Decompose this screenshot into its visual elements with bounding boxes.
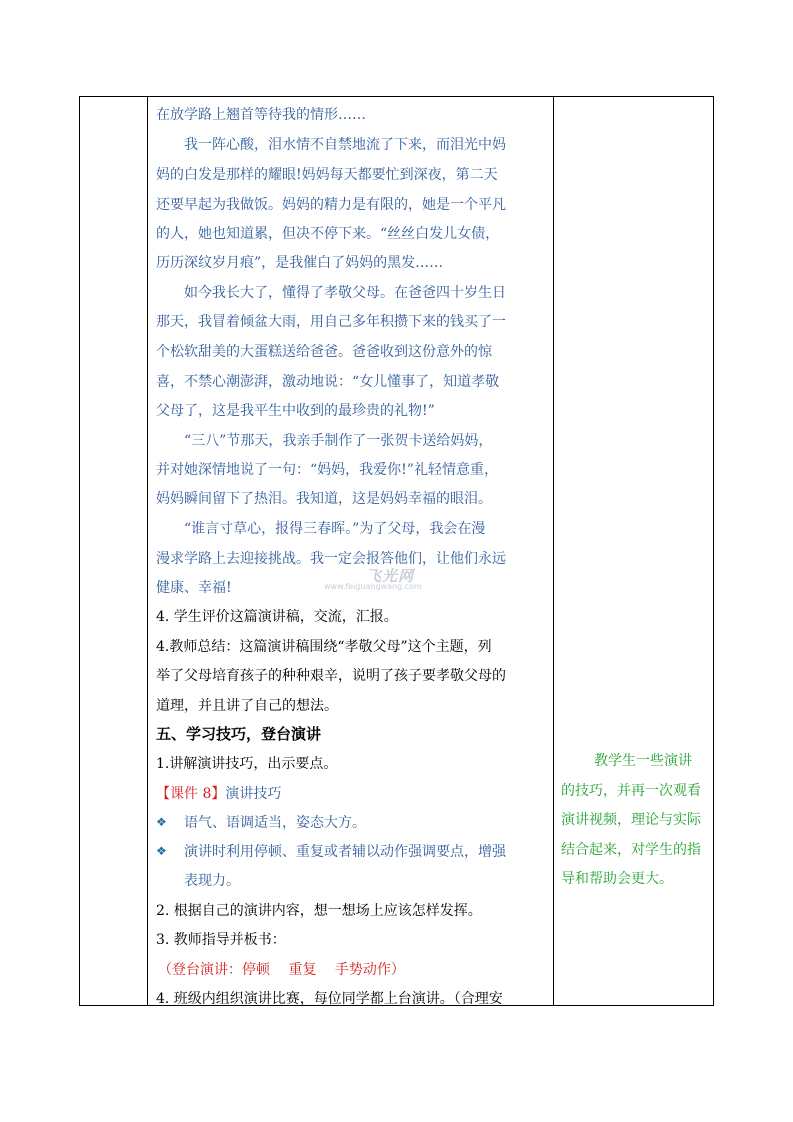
technique-item: 表现力。 [184,873,240,889]
watermark-url: www.feiguangwang.com [324,582,422,591]
speech-line: 妈的白发是那样的耀眼!妈妈每天都要忙到深夜，第二天 [156,167,498,183]
remark-line: 演讲视频，理论与实际 [561,812,701,828]
courseware-tag: 【课件 8】 [156,786,226,802]
speech-line: 历历深纹岁月痕”，是我催白了妈妈的黑发…… [156,255,444,271]
speech-line: 父母了，这是我平生中收到的最珍贵的礼物!” [156,403,435,419]
diamond-bullet-icon: ❖ [156,815,167,829]
speech-line: 个松软甜美的大蛋糕送给爸爸。爸爸收到这份意外的惊 [156,344,492,360]
speech-line: 的人，她也知道累，但决不停下来。“丝丝白发儿女债， [156,226,500,242]
diamond-bullet-icon: ❖ [156,844,167,858]
speech-line: 还要早起为我做饭。妈妈的精力是有限的，她是一个平凡 [156,197,506,213]
remark-line: 教学生一些演讲 [594,753,692,769]
speech-line: 漫求学路上去迎接挑战。我一定会报答他们，让他们永远 [156,551,506,567]
speech-line: 并对她深情地说了一句：“妈妈，我爱你!”礼轻情意重， [156,462,498,478]
watermark-logo-text: 飞光网 [366,567,415,585]
table-divider-1 [147,96,148,1006]
step-think: 2. 根据自己的演讲内容，想一想场上应该怎样发挥。 [156,903,482,919]
remark-line: 结合起来，对学生的指 [561,842,701,858]
step-competition: 4. 班级内组织演讲比赛，每位同学都上台演讲。（合理安 [156,991,503,1007]
section-heading: 五、学习技巧，登台演讲 [156,725,322,743]
table-border-top [79,96,714,97]
step-explain-techniques: 1.讲解演讲技巧，出示要点。 [156,756,338,772]
step-student-evaluation: 4. 学生评价这篇演讲稿，交流，汇报。 [156,609,398,625]
remark-line: 导和帮助会更大。 [561,871,673,887]
board-writing-content: （登台演讲：停顿 重复 手势动作） [158,962,405,978]
technique-item: 演讲时利用停顿、重复或者辅以动作强调要点，增强 [184,844,506,860]
remark-line: 的技巧，并再一次观看 [561,783,701,799]
speech-line: 在放学路上翘首等待我的情形…… [156,107,366,123]
site-watermark [324,565,456,593]
speech-line: “谁言寸草心，报得三春晖。”为了父母，我会在漫 [184,521,486,537]
step-board-writing: 3. 教师指导并板书： [156,932,286,948]
speech-line: “三八”节那天，我亲手制作了一张贺卡送给妈妈， [184,433,493,449]
courseware-title: 演讲技巧 [225,786,282,802]
lesson-table [79,96,714,1006]
teacher-summary-line: 4.教师总结：这篇演讲稿围绕“孝敬父母”这个主题，列 [156,639,492,655]
speech-line: 那天，我冒着倾盆大雨，用自己多年积攒下来的钱买了一 [156,314,506,330]
table-divider-2 [553,96,554,1006]
teacher-summary-line: 举了父母培育孩子的种种艰辛，说明了孩子要孝敬父母的 [156,668,506,684]
speech-line: 喜，不禁心潮澎湃，激动地说：“女儿懂事了，知道孝敬 [156,374,500,390]
speech-line: 健康、幸福! [156,580,232,596]
table-border-left [79,96,80,1006]
table-border-right [713,96,714,1006]
speech-line: 我一阵心酸，泪水情不自禁地流了下来，而泪光中妈 [184,137,506,153]
speech-line: 妈妈瞬间留下了热泪。我知道，这是妈妈幸福的眼泪。 [156,491,492,507]
courseware-label-row [156,784,281,804]
technique-item: 语气、语调适当，姿态大方。 [184,815,366,831]
teacher-summary-line: 道理，并且讲了自己的想法。 [156,698,338,714]
speech-line: 如今我长大了，懂得了孝敬父母。在爸爸四十岁生日 [184,285,506,301]
